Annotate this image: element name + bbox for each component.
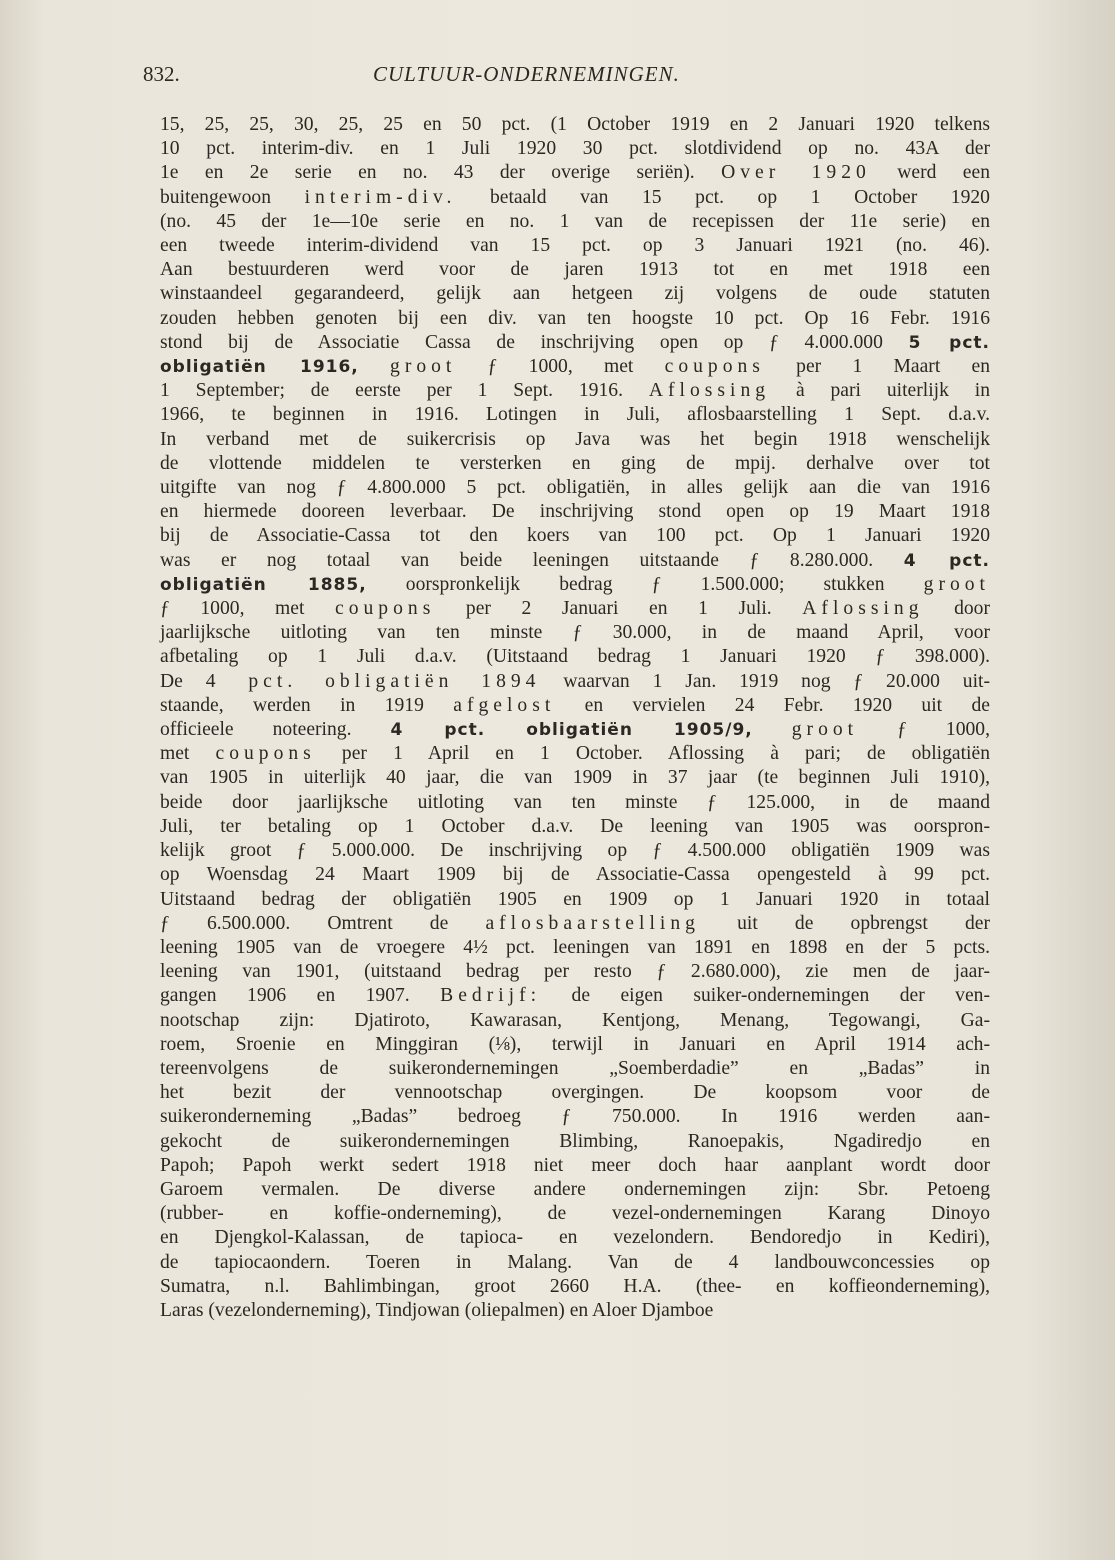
bold-heading: 5 pct.	[908, 332, 990, 353]
text-segment: Garoem vermalen. De diverse andere ondernemingen zijn: Sbr. Petoeng	[160, 1178, 990, 1200]
text-segment: door	[923, 598, 990, 620]
text-segment: de eigen suiker-ondernemingen der ven-	[541, 985, 990, 1007]
text-segment: en vervielen 24 Febr. 1920 uit de	[555, 694, 990, 716]
text-line	[160, 282, 990, 306]
text-segment: per 1 April en 1 October. Aflossing à pari; de obligatiën	[315, 743, 990, 765]
text-line	[160, 936, 990, 960]
text-segment: ƒ 1000,	[858, 719, 990, 741]
text-line	[160, 984, 990, 1008]
text-segment: zouden hebben genoten bij een div. van ten hoogste 10 pct. Op 16 Febr. 1916	[160, 307, 990, 329]
text-line	[160, 621, 990, 645]
text-segment: leening 1905 van de vroegere 4½ pct. leeningen van 1891 en 1898 en der 5 pcts.	[160, 936, 990, 958]
text-line	[160, 210, 990, 234]
text-segment: buitengewoon	[160, 186, 305, 208]
text-segment: 15, 25, 25, 30, 25, 25 en 50 pct. (1 October 1919 en 2 Januari 1920 telkens	[160, 114, 990, 135]
text-line	[160, 113, 990, 137]
text-segment: Aan bestuurderen werd voor de jaren 1913 tot en met 1918 een	[160, 259, 990, 281]
text-segment	[359, 356, 390, 377]
bold-heading: obligatiën 1916,	[160, 357, 359, 378]
text-segment: oorspronkelijk bedrag ƒ 1.500.000; stukken	[366, 573, 924, 595]
text-segment: per 2 Januari en 1 Juli.	[435, 598, 803, 620]
text-line	[160, 863, 990, 887]
text-line	[160, 137, 990, 161]
text-segment: Laras (vezelonderneming), Tindjowan (oliepalmen) en Aloer Djamboe	[160, 1299, 714, 1321]
text-line	[160, 1057, 990, 1081]
spaced-text: afgelost	[453, 694, 556, 716]
text-line	[160, 549, 990, 573]
spaced-text: Over 1920	[721, 162, 871, 184]
spaced-text: coupons	[215, 743, 316, 765]
text-segment: à pari uiterlijk in	[770, 380, 990, 402]
text-segment: de tapiocaondern. Toeren in Malang. Van de 4 landbouwconcessies op	[160, 1251, 990, 1273]
text-line	[160, 161, 990, 185]
spaced-text: Aflossing	[648, 380, 771, 402]
text-line	[160, 476, 990, 500]
text-segment: waarvan 1 Jan. 1919 nog ƒ 20.000 uit-	[540, 670, 991, 692]
text-line	[160, 1202, 990, 1226]
text-line	[160, 186, 990, 210]
text-line	[160, 1105, 990, 1129]
bold-heading: obligatiën 1885,	[160, 574, 367, 595]
text-segment: het bezit der vennootschap overgingen. De koopsom voor de	[160, 1082, 990, 1104]
text-line	[160, 1275, 990, 1299]
text-line	[160, 791, 990, 815]
text-segment: Juli, ter betaling op 1 October d.a.v. De leening van 1905 was oorspron-	[160, 815, 990, 837]
text-segment: ƒ 1000, met	[160, 598, 336, 620]
spaced-text: groot	[791, 719, 859, 741]
text-segment: bij de Associatie-Cassa tot den koers van 100 pct. Op 1 Januari 1920	[160, 525, 990, 547]
spaced-text: Aflossing	[802, 598, 924, 620]
text-segment: stond bij de Associatie Cassa de inschrijving open op ƒ 4.000.000	[160, 331, 909, 353]
text-segment: ƒ 1000, met	[456, 356, 665, 378]
text-line	[160, 1154, 990, 1178]
text-segment: van 1905 in uiterlijk 40 jaar, die van 1909 in 37 jaar (te beginnen Juli 1910),	[160, 767, 990, 789]
text-segment: uit de opbrengst der	[699, 912, 990, 934]
text-line	[160, 1130, 990, 1154]
text-line	[160, 1178, 990, 1202]
text-line	[160, 1226, 990, 1250]
text-segment: de vlottende middelen te versterken en ging de mpij. derhalve over tot	[160, 452, 990, 474]
running-title: CULTUUR-ONDERNEMINGEN.	[373, 62, 680, 86]
text-line	[160, 888, 990, 912]
text-line	[160, 839, 990, 863]
text-line	[160, 307, 990, 331]
text-segment: werd een	[870, 162, 990, 184]
text-line	[160, 645, 990, 669]
text-segment: Papoh; Papoh werkt sedert 1918 niet meer doch haar aanplant wordt door	[160, 1154, 990, 1176]
text-line	[160, 718, 990, 742]
text-line	[160, 355, 990, 379]
text-segment: 1966, te beginnen in 1916. Lotingen in Juli, aflosbaarstelling 1 Sept. d.a.v.	[160, 404, 990, 426]
text-segment: jaarlijksche uitloting van ten minste ƒ 30.000, in de maand April, voor	[160, 622, 990, 644]
text-segment: nootschap zijn: Djatiroto, Kawarasan, Kentjong, Menang, Tegowangi, Ga-	[160, 1009, 990, 1031]
text-segment: beide door jaarlijksche uitloting van ten minste ƒ 125.000, in de maand	[160, 791, 990, 813]
text-line	[160, 670, 990, 694]
text-segment: met	[160, 743, 216, 765]
spaced-text: coupons	[664, 356, 765, 378]
text-line	[160, 403, 990, 427]
spaced-text: interim-div.	[304, 186, 457, 208]
text-segment: (rubber- en koffie-onderneming), de vezel-ondernemingen Karang Dinoyo	[160, 1203, 990, 1225]
text-line	[160, 912, 990, 936]
text-line	[160, 960, 990, 984]
text-segment: (no. 45 der 1e—10e serie en no. 1 van de recepissen der 11e serie) en	[160, 210, 990, 232]
bold-heading: 4 pct.	[903, 550, 991, 571]
body-text	[160, 113, 990, 1323]
text-segment: In verband met de suikercrisis op Java was het begin 1918 wenschelijk	[160, 428, 990, 450]
spaced-text: coupons	[335, 598, 436, 620]
text-line	[160, 1009, 990, 1033]
bold-heading: 4 pct. obligatiën 1905/9,	[390, 720, 753, 741]
text-segment: staande, werden in 1919	[160, 694, 454, 716]
text-line	[160, 815, 990, 839]
spaced-text: groot	[923, 573, 990, 595]
text-line	[160, 597, 990, 621]
text-segment: roem, Sroenie en Minggiran (⅛), terwijl in Januari en April 1914 ach-	[160, 1033, 990, 1055]
text-line	[160, 428, 990, 452]
text-segment: gekocht de suikerondernemingen Blimbing, Ranoepakis, Ngadiredjo en	[160, 1130, 990, 1152]
text-segment: een tweede interim-dividend van 15 pct. op 3 Januari 1921 (no. 46).	[160, 235, 990, 257]
text-segment: Uitstaand bedrag der obligatiën 1905 en 1909 op 1 Januari 1920 in totaal	[160, 888, 990, 910]
text-line	[160, 573, 990, 597]
text-segment: De	[160, 670, 206, 692]
text-segment: 1 September; de eerste per 1 Sept. 1916.	[160, 380, 649, 402]
text-segment: en hiermede dooreen leverbaar. De inschrijving stond open op 19 Maart 1918	[160, 501, 990, 523]
text-segment: per 1 Maart en	[764, 356, 991, 378]
text-line	[160, 1251, 990, 1275]
text-line	[160, 742, 990, 766]
text-segment: winstaandeel gegarandeerd, gelijk aan hetgeen zij volgens de oude statuten	[160, 283, 990, 305]
text-line	[160, 331, 990, 355]
text-segment: betaald van 15 pct. op 1 October 1920	[456, 186, 990, 208]
spaced-text: groot	[390, 356, 457, 378]
text-line	[160, 524, 990, 548]
text-line	[160, 379, 990, 403]
page-number: 832.	[143, 62, 180, 86]
text-segment: 1e en 2e serie en no. 43 der overige seriën).	[160, 162, 722, 184]
text-segment: en Djengkol-Kalassan, de tapioca- en vezelondern. Bendoredjo in Kediri),	[160, 1227, 990, 1249]
text-segment: 10 pct. interim-div. en 1 Juli 1920 30 pct. slotdividend op no. 43A der	[160, 138, 990, 160]
text-segment: leening van 1901, (uitstaand bedrag per resto ƒ 2.680.000), zie men de jaar-	[160, 961, 990, 983]
text-line	[160, 1299, 990, 1323]
spaced-text: Bedrijf:	[440, 985, 542, 1007]
text-segment: was er nog totaal van beide leeningen uitstaande ƒ 8.280.000.	[160, 549, 904, 571]
text-segment: op Woensdag 24 Maart 1909 bij de Associatie-Cassa opengesteld à 99 pct.	[160, 864, 990, 886]
text-segment: officieele noteering.	[160, 719, 391, 741]
text-segment: afbetaling op 1 Juli d.a.v. (Uitstaand bedrag 1 Januari 1920 ƒ 398.000).	[160, 646, 990, 668]
text-line	[160, 694, 990, 718]
text-line	[160, 500, 990, 524]
text-line	[160, 452, 990, 476]
text-line	[160, 1081, 990, 1105]
text-segment: gangen 1906 en 1907.	[160, 985, 441, 1007]
page-header	[143, 62, 973, 94]
text-line	[160, 766, 990, 790]
text-segment: ƒ 6.500.000. Omtrent de	[160, 912, 486, 934]
text-line	[160, 1033, 990, 1057]
text-segment: suikeronderneming „Badas” bedroeg ƒ 750.000. In 1916 werden aan-	[160, 1106, 990, 1128]
spaced-text: aflosbaarstelling	[485, 912, 700, 934]
text-segment	[753, 719, 792, 740]
text-segment: tereenvolgens de suikerondernemingen „Soemberdadie” en „Badas” in	[160, 1057, 990, 1079]
text-segment: kelijk groot ƒ 5.000.000. De inschrijving op ƒ 4.500.000 obligatiën 1909 was	[160, 840, 990, 862]
text-segment: Sumatra, n.l. Bahlimbingan, groot 2660 H.A. (thee- en koffieonderneming),	[160, 1275, 990, 1297]
text-line	[160, 258, 990, 282]
text-segment: uitgifte van nog ƒ 4.800.000 5 pct. obligatiën, in alles gelijk aan die van 1916	[160, 477, 990, 499]
text-line	[160, 234, 990, 258]
spaced-text: 4 pct. obligatiën 1894	[205, 670, 541, 692]
